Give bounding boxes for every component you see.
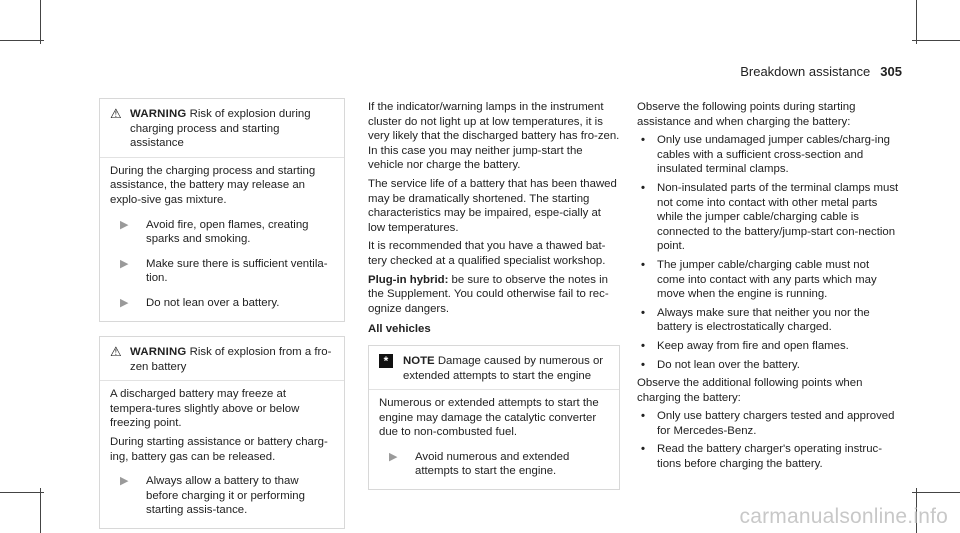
crop-mark (0, 492, 44, 493)
column-right (637, 100, 899, 476)
note-text: Numerous or extended attempts to start the engine may damage the catalytic converter due to non-combusted fuel. (379, 397, 599, 439)
warning-header (100, 337, 344, 380)
list-item: ▶ Make sure there is sufficient ventila-tion. (110, 257, 334, 286)
crop-mark (912, 492, 960, 493)
warning-box-frozen (99, 336, 345, 529)
warning-text: During the charging process and starting assistance, the battery may release an explo-sive gas mixture. (110, 164, 316, 206)
list-item: • The jumper cable/charging cable must not come into contact with any parts which may move when the engine is running. (641, 258, 877, 301)
column-middle (368, 100, 620, 490)
bullet-list (637, 133, 899, 372)
note-body (369, 389, 619, 489)
warning-triangle-icon: ⚠ (110, 106, 122, 121)
warning-title: Risk of explosion during charging process and starting assistance (130, 108, 311, 150)
warning-label: WARNING (130, 108, 187, 120)
list-item: ▶ Always allow a battery to thaw before charging it or performing starting assis-tance. (110, 474, 334, 518)
bullet-list (637, 409, 899, 471)
list-item: ▶ Avoid fire, open flames, creating sparks and smoking. (110, 218, 334, 247)
note-box (368, 345, 620, 490)
warning-title: Risk of explosion from a fro-zen battery (130, 345, 332, 373)
paragraph: It is recommended that you have a thawed bat-tery checked at a qualified specialist workshop. (368, 240, 606, 267)
warning-body (100, 157, 344, 321)
arrow-icon: ▶ (120, 475, 129, 488)
crop-mark (916, 0, 917, 44)
warning-label: WARNING (130, 345, 187, 358)
paragraph: The service life of a battery that has been thawed may be dramatically shortened. The starting characteristics may be impaired, espe-cially at low temperatures. (368, 177, 617, 234)
paragraph: Plug-in hybrid: be sure to observe the notes in the Supplement. You could otherwise fail to rec-ognize dangers. (368, 273, 609, 315)
warning-header (100, 99, 344, 157)
note-title: Damage caused by numerous or extended attempts to start the engine (403, 354, 604, 382)
paragraph: Observe the following points during starting assistance and when charging the battery: (637, 101, 856, 128)
list-item: • Non-insulated parts of the terminal clamps must not come into contact with other metal parts while the jumper cable/charging cable is connected to the battery/jump-start con-nection point. (641, 181, 899, 253)
list-item: ▶ Avoid numerous and extended attempts to start the engine. (379, 450, 609, 479)
warning-box-explosion (99, 98, 345, 322)
page-number: 305 (880, 64, 902, 79)
asterisk-icon: * (379, 354, 393, 368)
warning-triangle-icon: ⚠ (110, 343, 122, 359)
list-item: • Do not lean over the battery. (641, 358, 800, 371)
list-item: ▶ Do not lean over a battery. (110, 296, 334, 311)
list-item: • Only use undamaged jumper cables/charg-ing cables with a sufficient cross-section and insulated terminal clamps. (641, 134, 891, 176)
page-header (740, 64, 902, 79)
paragraph: If the indicator/warning lamps in the instrument cluster do not light up at low temperatures, it is very likely that the discharged battery has fro-zen. In this case you may neither jump-start the vehicle nor charge the battery. (368, 101, 620, 172)
list-item: • Read the battery charger's operating instruc-tions before charging the battery. (641, 443, 883, 471)
list-item: • Always make sure that neither you nor the battery is electrostatically charged. (641, 306, 870, 334)
warning-text: A discharged battery may freeze at tempera-tures slightly above or below freezing point. (110, 388, 300, 430)
note-header (369, 346, 619, 389)
subheading: All vehicles (368, 323, 431, 336)
crop-mark (40, 0, 41, 44)
arrow-icon: ▶ (389, 450, 398, 463)
crop-mark (0, 40, 44, 41)
list-item: • Keep away from fire and open flames. (641, 339, 849, 352)
column-left (99, 98, 345, 529)
section-title: Breakdown assistance (740, 64, 871, 79)
arrow-icon: ▶ (120, 296, 129, 309)
list-item: • Only use battery chargers tested and approved for Mercedes-Benz. (641, 410, 895, 437)
note-label: NOTE (403, 354, 435, 367)
warning-text: During starting assistance or battery charg-ing, battery gas can be released. (110, 435, 328, 463)
watermark: carmanualsonline.info (739, 505, 948, 528)
warning-body (100, 380, 344, 528)
crop-mark (912, 40, 960, 41)
arrow-icon: ▶ (120, 257, 129, 270)
crop-mark (40, 488, 41, 533)
arrow-icon: ▶ (120, 218, 129, 231)
paragraph: Observe the additional following points when charging the battery: (637, 377, 863, 404)
